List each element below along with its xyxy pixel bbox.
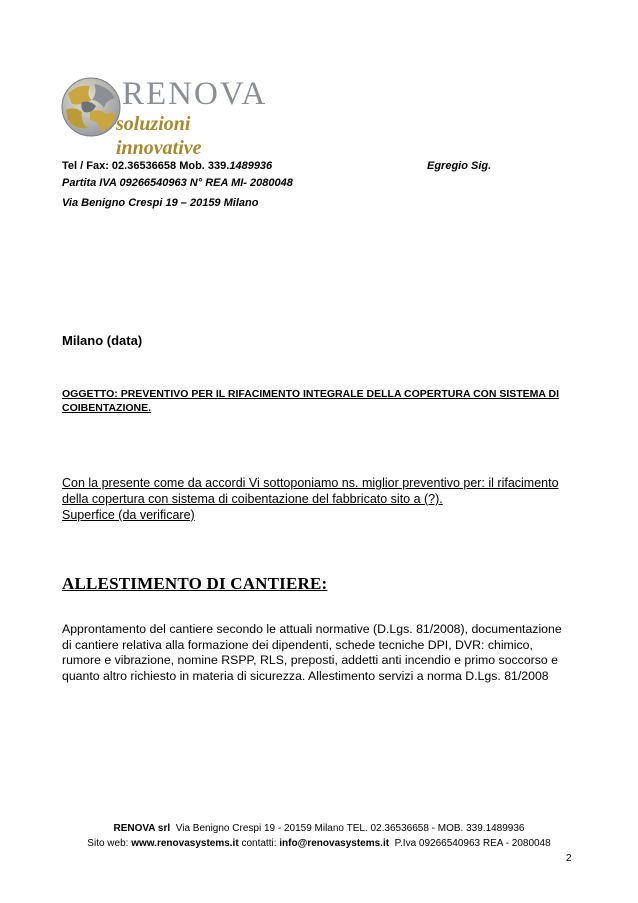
footer-company: RENOVA srl (113, 823, 171, 834)
subject-line: OGGETTO: PREVENTIVO PER IL RIFACIMENTO INTEGRALE DELLA COPERTURA CON SISTEMA DI COIBENTAZIONE. (62, 388, 560, 414)
vat-line: Partita IVA 09266540963 N° REA MI- 2080048 (62, 177, 293, 189)
footer-contacts-label: contatti: (241, 838, 277, 849)
intro-line-2: della copertura con sistema di coibentazione del fabbricato sito a (?). (62, 492, 443, 506)
recipient-salutation: Egregio Sig. (427, 160, 492, 172)
footer-website-link[interactable]: www.renovasystems.it (131, 838, 239, 849)
page-number: 2 (566, 853, 572, 864)
intro-surface: Superfice (da verificare) (62, 508, 195, 522)
company-logo (60, 72, 270, 159)
puzzle-globe-icon (60, 76, 122, 138)
footer-web-label: Sito web: (87, 838, 129, 849)
footer-line-2 (40, 836, 598, 851)
intro-line-1: Con la presente come da accordi Vi sottoponiamo ns. miglior preventivo per: il rifacimento (62, 476, 559, 490)
phone-suffix: 1489936 (229, 160, 273, 172)
section-title: ALLESTIMENTO DI CANTIERE: (62, 574, 328, 593)
footer-tail: P.Iva 09266540963 REA - 2080048 (394, 838, 551, 849)
footer-address: Via Benigno Crespi 19 - 20159 Milano TEL. 02.36536658 - MOB. 339.1489936 (175, 823, 525, 834)
footer-email-link[interactable]: info@renovasystems.it (279, 838, 390, 849)
date-line: Milano (data) (62, 333, 143, 348)
phone-line (62, 159, 272, 173)
section-body: Approntamento del cantiere secondo le attuali normative (D.Lgs. 81/2008), documentazione di cantiere relativa alla formazione dei dipendenti, schede tecniche DPI, DVR: chimico, rumore e vibrazione, nomine RSPP, RLS, preposti, addetti anti incendio e primo soccorso e quanto altro richiesto in materia di sicurezza. Allestimento servizi a norma D.Lgs. 81/2008 (62, 622, 562, 683)
intro-paragraph (62, 475, 582, 523)
logo-wordmark: RENOVA (122, 76, 268, 112)
address-line: Via Benigno Crespi 19 – 20159 Milano (62, 197, 259, 209)
phone-prefix: Tel / Fax: 02.36536658 Mob. 339. (62, 160, 230, 172)
logo-tagline: soluzioni innovative (116, 113, 202, 159)
page-footer (40, 821, 598, 851)
footer-line-1 (40, 821, 598, 836)
